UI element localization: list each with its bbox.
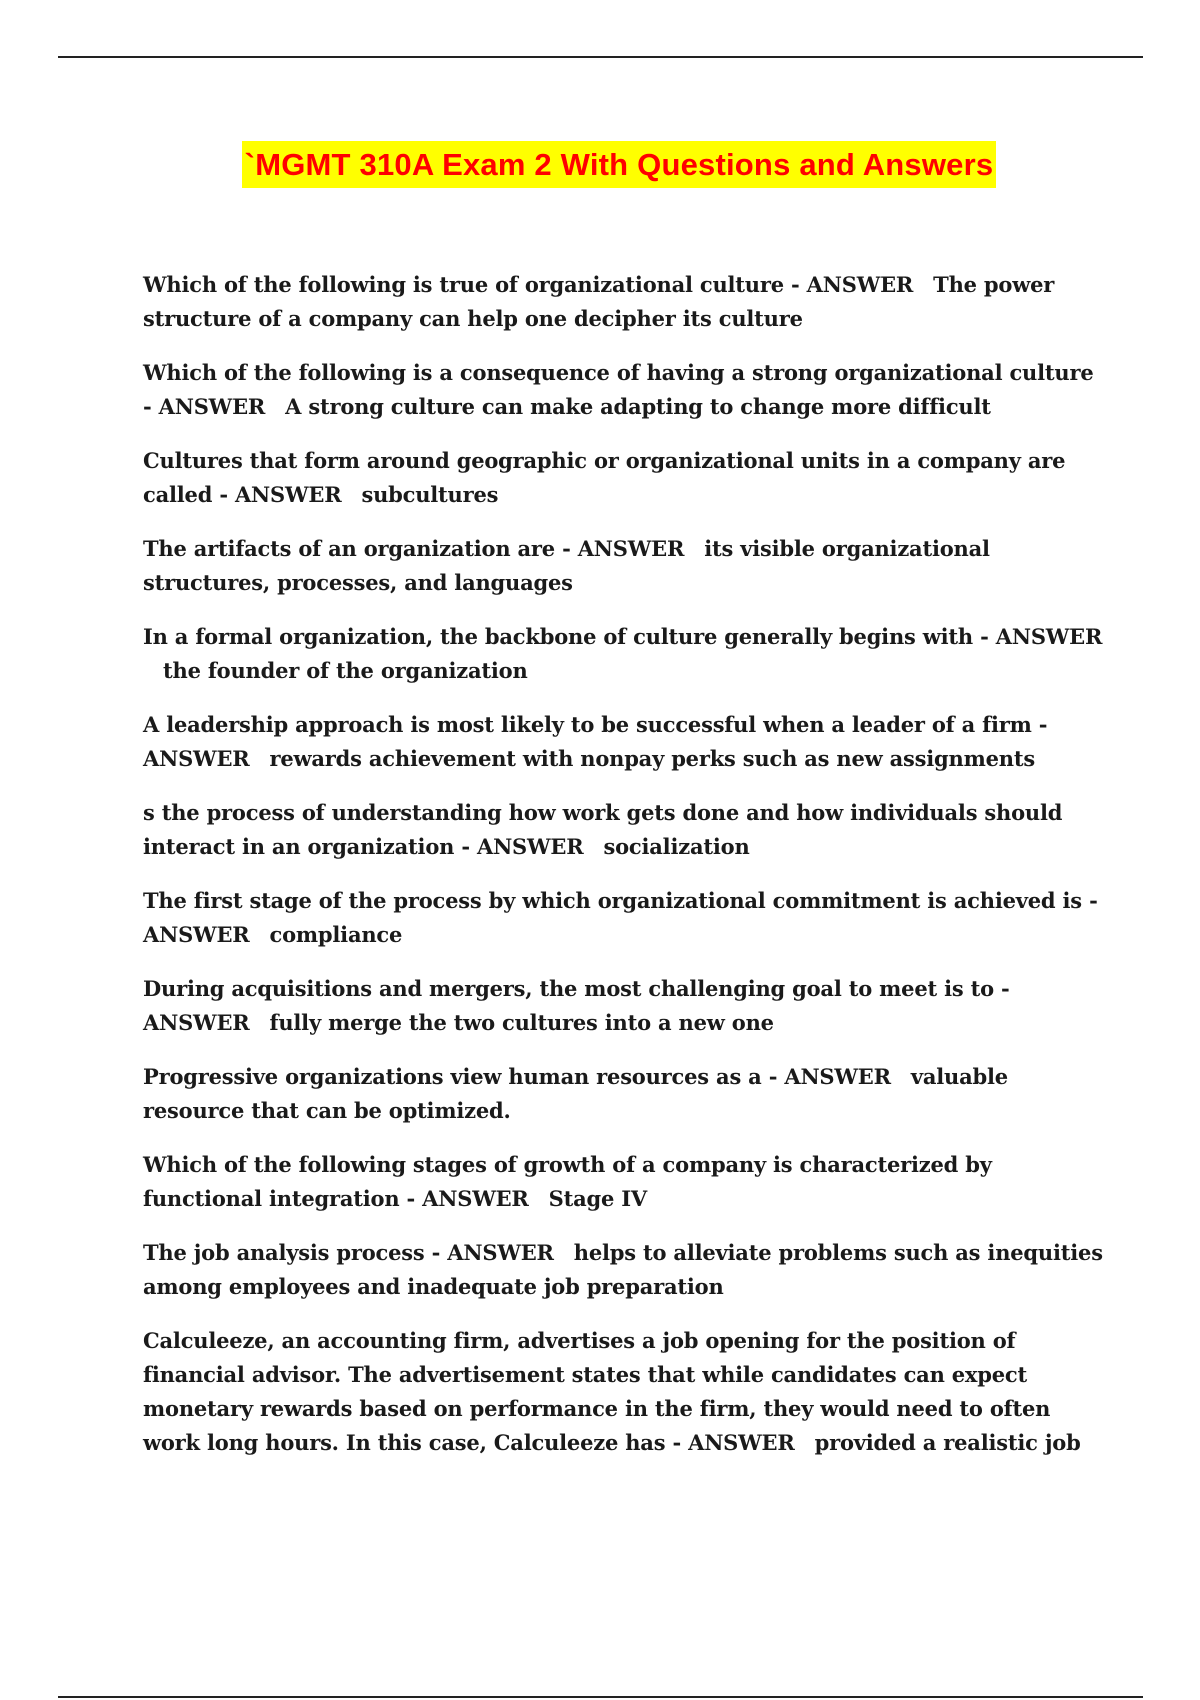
- question-text: During acquisitions and mergers, the most challenging goal to meet is to: [143, 976, 994, 1001]
- answer-text: provided a realistic job: [814, 1430, 1081, 1455]
- answer-text: the founder of the organization: [163, 658, 528, 683]
- answer-marker: - ANSWER: [980, 624, 1103, 649]
- question-text: Progressive organizations view human resources as a: [143, 1064, 762, 1089]
- answer-marker: - ANSWER: [143, 976, 1010, 1035]
- question-text: In a formal organization, the backbone of culture generally begins with: [143, 624, 973, 649]
- answer-marker: - ANSWER: [143, 394, 266, 419]
- question-text: Which of the following is a consequence of having a strong organizational culture: [143, 360, 1094, 385]
- answer-text: valuable resource that can be optimized.: [143, 1064, 1008, 1123]
- qa-item: [143, 1060, 1103, 1128]
- question-text: Which of the following stages of growth of a company is characterized by functional integration: [143, 1152, 992, 1211]
- answer-text: A strong culture can make adapting to change more difficult: [285, 394, 991, 419]
- qa-item: [143, 1236, 1103, 1304]
- qa-item: [143, 972, 1103, 1040]
- answer-text: Stage IV: [548, 1186, 648, 1211]
- qa-item: [143, 1324, 1103, 1460]
- answer-text: The power structure of a company can help one decipher its culture: [143, 272, 1055, 331]
- title-block: [0, 141, 1200, 188]
- answer-text: compliance: [269, 922, 403, 947]
- question-text: The artifacts of an organization are: [143, 536, 555, 561]
- bottom-rule: [58, 1696, 1143, 1698]
- answer-marker: - ANSWER: [791, 272, 914, 297]
- qa-item: [143, 268, 1103, 336]
- answer-marker: - ANSWER: [562, 536, 685, 561]
- qa-item: [143, 884, 1103, 952]
- answer-text: rewards achievement with nonpay perks such as new assignments: [269, 746, 1035, 771]
- question-text: The first stage of the process by which organizational commitment is achieved is: [143, 888, 1082, 913]
- answer-marker: - ANSWER: [219, 482, 342, 507]
- question-text: Which of the following is true of organizational culture: [143, 272, 784, 297]
- answer-text: fully merge the two cultures into a new one: [269, 1010, 774, 1035]
- answer-marker: - ANSWER: [672, 1430, 795, 1455]
- qa-item: [143, 356, 1103, 424]
- answer-marker: - ANSWER: [431, 1240, 554, 1265]
- question-text: s the process of understanding how work gets done and how individuals should interact in an organization: [143, 800, 1063, 859]
- answer-marker: - ANSWER: [768, 1064, 891, 1089]
- answer-marker: - ANSWER: [406, 1186, 529, 1211]
- question-text: The job analysis process: [143, 1240, 425, 1265]
- question-text: Cultures that form around geographic or organizational units in a company are called: [143, 448, 1066, 507]
- answer-marker: - ANSWER: [143, 888, 1098, 947]
- question-text: Calculeeze, an accounting firm, advertises a job opening for the position of financial advisor. The advertisement states that while candidates can expect monetary rewards based on performance in the firm, they would need to often work long hours. In this case, Calculeeze has: [143, 1328, 1051, 1455]
- answer-marker: - ANSWER: [461, 834, 584, 859]
- answer-marker: - ANSWER: [143, 712, 1048, 771]
- answer-text: helps to alleviate problems such as inequities among employees and inadequate job preparation: [143, 1240, 1103, 1299]
- qa-item: [143, 708, 1103, 776]
- answer-text: socialization: [603, 834, 750, 859]
- qa-item: [143, 1148, 1103, 1216]
- document-title: `MGMT 310A Exam 2 With Questions and Answers: [242, 141, 997, 188]
- qa-item: [143, 796, 1103, 864]
- qa-item: [143, 532, 1103, 600]
- qa-item: [143, 444, 1103, 512]
- qa-list: [143, 268, 1103, 1480]
- answer-text: subcultures: [361, 482, 499, 507]
- question-text: A leadership approach is most likely to be successful when a leader of a firm: [143, 712, 1032, 737]
- qa-item: [143, 620, 1103, 688]
- answer-text: its visible organizational structures, processes, and languages: [143, 536, 990, 595]
- top-rule: [58, 56, 1143, 58]
